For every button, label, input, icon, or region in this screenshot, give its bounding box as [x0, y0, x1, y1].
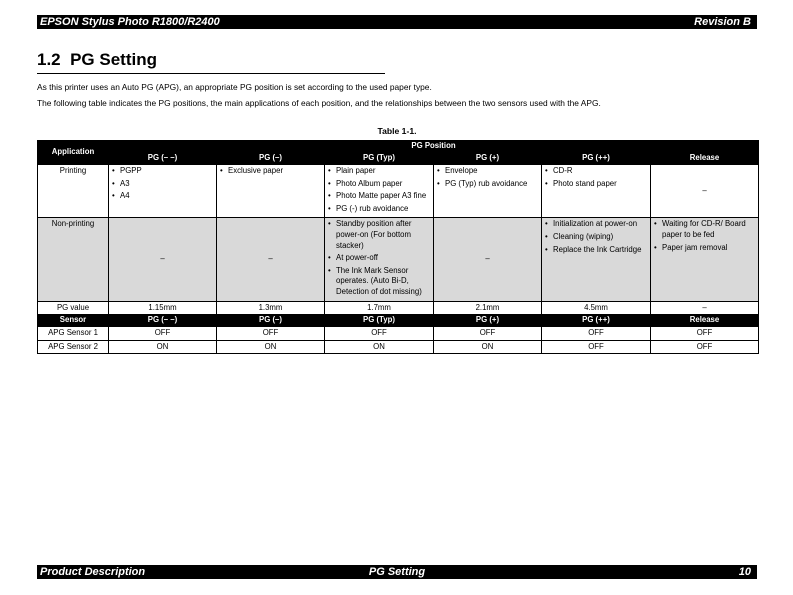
- table-cell: [542, 218, 651, 301]
- column-header: PG (+): [434, 315, 542, 327]
- column-header: PG (Typ): [325, 153, 434, 165]
- column-header: PG (–): [217, 153, 325, 165]
- list-item: • Cleaning (wiping): [545, 232, 647, 243]
- list-item: • At power-off: [328, 253, 430, 264]
- table-cell: ON: [325, 340, 434, 354]
- table-cell: [217, 165, 325, 218]
- table-cell: 2.1mm: [434, 301, 542, 315]
- header-bar: [37, 15, 757, 29]
- page-number: 10: [738, 566, 751, 578]
- table-cell: OFF: [651, 327, 759, 341]
- list-item: • Replace the Ink Cartridge: [545, 245, 647, 256]
- list-item: • A3: [112, 179, 213, 190]
- table-cell: –: [651, 165, 759, 218]
- column-header: PG (– –): [109, 153, 217, 165]
- row-label: APG Sensor 1: [38, 327, 109, 341]
- row-label: Non-printing: [38, 218, 109, 301]
- list-item: • Standby position after power-on (For bottom stacker): [328, 219, 430, 251]
- column-header: PG (++): [542, 315, 651, 327]
- list-item: • PG (-) rub avoidance: [328, 204, 430, 215]
- list-item: • CD-R: [545, 166, 647, 177]
- table-cell: OFF: [109, 327, 217, 341]
- list-item: • Paper jam removal: [654, 243, 755, 254]
- row-label: Printing: [38, 165, 109, 218]
- table-cell: OFF: [651, 340, 759, 354]
- table-cell: ON: [217, 340, 325, 354]
- table-row-apg-sensor-1: [38, 327, 759, 341]
- table-cell: 1.15mm: [109, 301, 217, 315]
- table-cell: –: [109, 218, 217, 301]
- table-cell: –: [651, 301, 759, 315]
- list-item: • Photo stand paper: [545, 179, 647, 190]
- table-cell: [325, 218, 434, 301]
- list-item: • Initialization at power-on: [545, 219, 647, 230]
- application-header: Application: [38, 141, 109, 165]
- table-cell: 1.7mm: [325, 301, 434, 315]
- header-revision: Revision B: [694, 16, 751, 28]
- list-item: • Waiting for CD-R/ Board paper to be fed: [654, 219, 755, 240]
- list-item: • Plain paper: [328, 166, 430, 177]
- column-header: Release: [651, 315, 759, 327]
- list-item: • Envelope: [437, 166, 538, 177]
- sensor-header-row: [38, 315, 759, 327]
- pg-position-header: PG Position: [109, 141, 759, 153]
- sensor-header: Sensor: [38, 315, 109, 327]
- column-header: PG (– –): [109, 315, 217, 327]
- list-item: • Photo Album paper: [328, 179, 430, 190]
- table-cell: OFF: [325, 327, 434, 341]
- column-header: PG (Typ): [325, 315, 434, 327]
- table-cell: OFF: [434, 327, 542, 341]
- footer-section: PG Setting: [368, 566, 426, 578]
- table-cell: –: [217, 218, 325, 301]
- table-row-printing: [38, 165, 759, 218]
- table-cell: 1.3mm: [217, 301, 325, 315]
- table-cell: ON: [434, 340, 542, 354]
- list-item: • Exclusive paper: [220, 166, 321, 177]
- column-header: PG (++): [542, 153, 651, 165]
- list-item: • The Ink Mark Sensor operates. (Auto Bi-D, Detection of dot missing): [328, 266, 430, 298]
- list-item: • PGPP: [112, 166, 213, 177]
- footer-chapter: Product Description: [40, 566, 146, 578]
- table-caption: Table 1-1.: [377, 126, 417, 136]
- list-item: • PG (Typ) rub avoidance: [437, 179, 538, 190]
- column-header: Release: [651, 153, 759, 165]
- table-cell: [651, 218, 759, 301]
- table-row-apg-sensor-2: [38, 340, 759, 354]
- table-cell: 4.5mm: [542, 301, 651, 315]
- row-label: PG value: [38, 301, 109, 315]
- section-heading: [37, 50, 385, 74]
- table-cell: [325, 165, 434, 218]
- footer-bar: [37, 565, 757, 579]
- column-header: PG (+): [434, 153, 542, 165]
- row-label: APG Sensor 2: [38, 340, 109, 354]
- table-intro-paragraph: The following table indicates the PG positions, the main applications of each position, and the relationships between the two sensors used with the APG.: [37, 98, 601, 108]
- section-number: 1.2: [37, 50, 61, 69]
- table-cell: OFF: [542, 327, 651, 341]
- list-item: • Photo Matte paper A3 fine: [328, 191, 430, 202]
- table-row-pg-value: [38, 301, 759, 315]
- column-header: PG (–): [217, 315, 325, 327]
- table-cell: OFF: [217, 327, 325, 341]
- table-cell: [434, 165, 542, 218]
- table-cell: [109, 165, 217, 218]
- table-cell: ON: [109, 340, 217, 354]
- section-title: PG Setting: [70, 50, 157, 69]
- table-cell: –: [434, 218, 542, 301]
- table-cell: OFF: [542, 340, 651, 354]
- intro-paragraph: As this printer uses an Auto PG (APG), an appropriate PG position is set according to the used paper type.: [37, 82, 432, 92]
- table-cell: [542, 165, 651, 218]
- list-item: • A4: [112, 191, 213, 202]
- pg-position-table: [37, 140, 759, 354]
- table-row-non-printing: [38, 218, 759, 301]
- header-title: EPSON Stylus Photo R1800/R2400: [40, 16, 220, 28]
